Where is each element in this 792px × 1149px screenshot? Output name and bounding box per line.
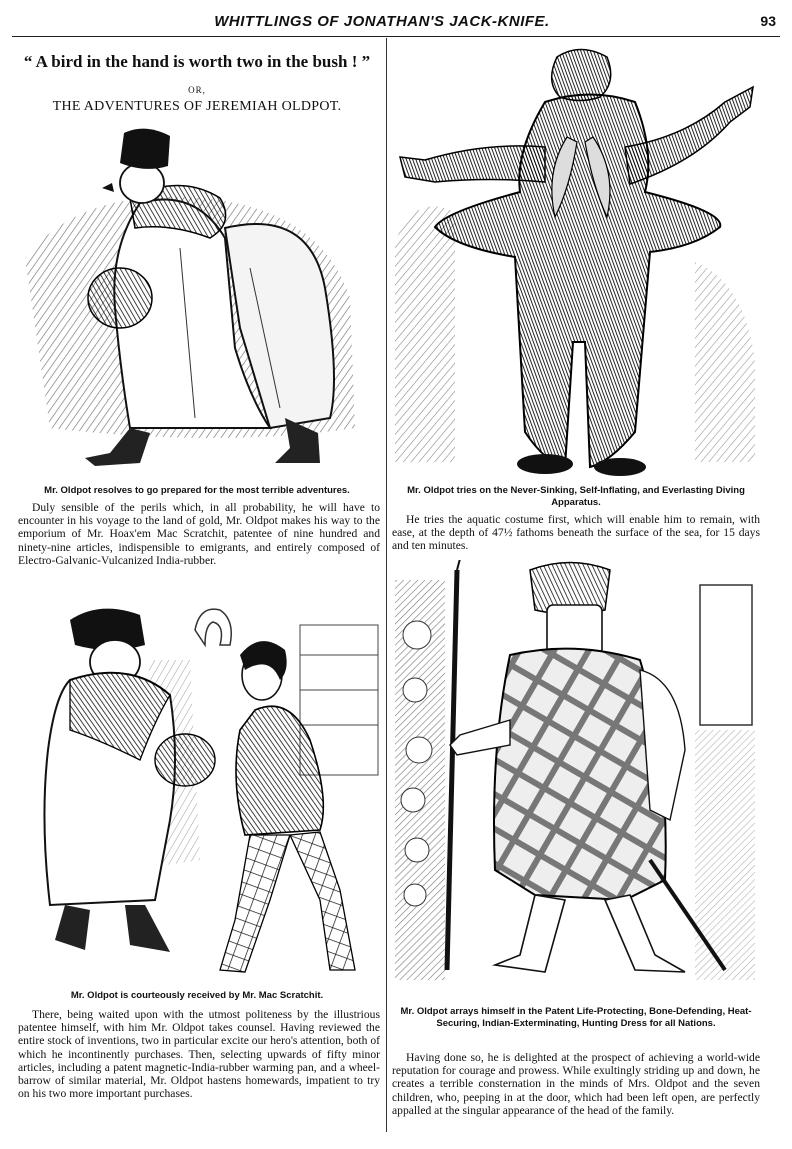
caption-panel-2: Mr. Oldpot tries on the Never-Sinking, Self-Inflating, and Everlasting Diving Apparatus. <box>407 485 745 508</box>
caption-panel-3: Mr. Oldpot is courteously received by Mr. Mac Scratchit. <box>70 990 324 1001</box>
text-panel-2: He tries the aquatic costume first, which will enable him to remain, with ease, at the depth of 47½ fathoms beneath the surface of the sea, for 15 days and ten minutes. <box>392 513 760 553</box>
illustration-shop-meeting <box>30 600 380 985</box>
running-head <box>12 6 780 37</box>
text-panel-3: There, being waited upon with the utmost politeness by the illustrious patentee himself, with him Mr. Oldpot takes counsel. Having reviewed the entire stock of inventions, two in particular excite our hero's attention, both of which he incontinently purchases. Then, selecting upwards of fifty minor articles, including a patent magnetic-India-rubber warming pan, and a wheel-barrow of similar material, Mr. Oldpot hastens homewards, impatient to try on his two more important purchases. <box>18 1008 380 1101</box>
page-number: 93 <box>760 13 776 29</box>
story-title: THE ADVENTURES OF JEREMIAH OLDPOT. <box>52 99 342 114</box>
caption-panel-1: Mr. Oldpot resolves to go prepared for the most terrible adventures. <box>44 485 350 496</box>
text-panel-1: Duly sensible of the perils which, in all probability, he will have to encounter in his voyage to the land of gold, Mr. Oldpot makes his way to the emporium of Mr. Hoax'em Mac Scratchit, patentee of nine hundred and ninety-nine articles, indispensible to emigrants, and entirely composed of Electro-Galvanic-Vulcanized India-rubber. <box>18 501 380 567</box>
caption-panel-4: Mr. Oldpot arrays himself in the Patent Life-Protecting, Bone-Defending, Heat-Securing, Indian-Exterminating, Hunting Dress for all Nations. <box>400 1006 752 1029</box>
illustration-walking-oldpot <box>20 128 365 468</box>
text-panel-4: Having done so, he is delighted at the prospect of achieving a world-wide reputation for courage and prowess. While exultingly striding up and down, he creates a terrible consternation in the minds of Mrs. Oldpot and the seven children, who, peeping in at the door, which had been left open, are perfectly appalled at the singular appearance of the head of the family. <box>392 1051 760 1117</box>
column-divider <box>386 38 387 1132</box>
or-separator: OR, <box>188 85 206 95</box>
illustration-hunting-dress <box>395 560 757 990</box>
proverb-heading: “ A bird in the hand is worth two in the bush ! ” <box>23 52 371 71</box>
running-title: WHITTLINGS OF JONATHAN'S JACK-KNIFE. <box>214 13 550 30</box>
illustration-diving-apparatus <box>395 42 760 482</box>
